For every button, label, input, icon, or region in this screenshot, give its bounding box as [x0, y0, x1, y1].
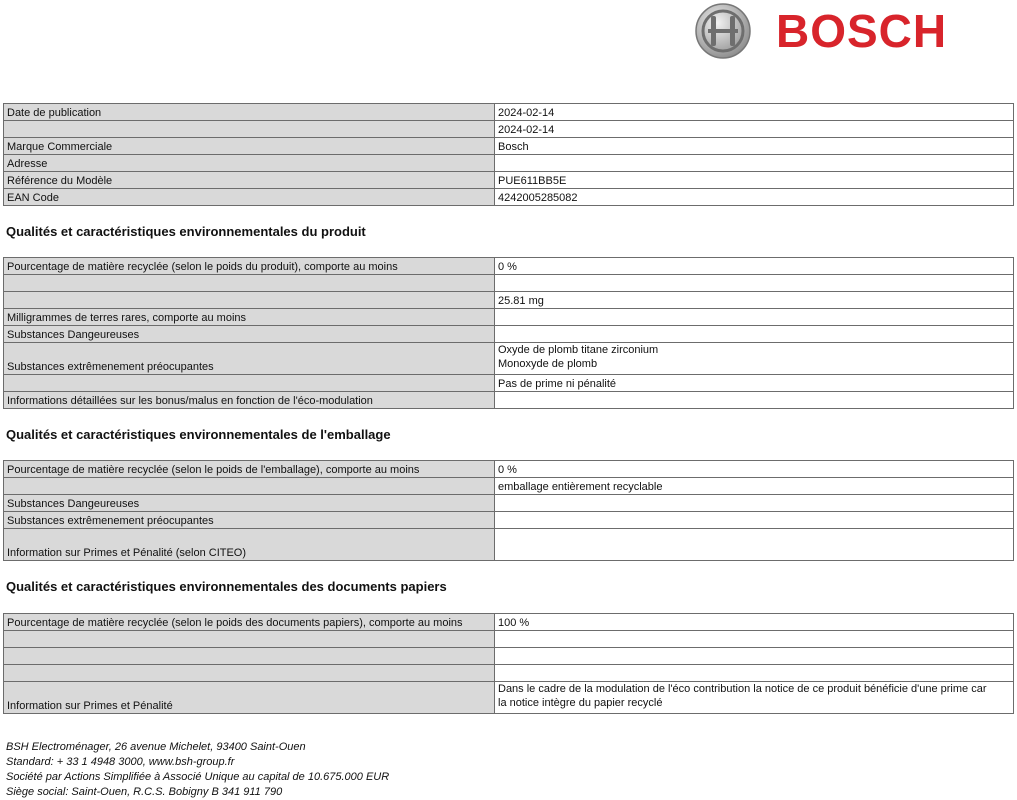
- footer-line: Société par Actions Simplifiée à Associé Unique au capital de 10.675.000 EUR: [6, 771, 390, 783]
- row-value: [495, 529, 1014, 561]
- row-value: [495, 309, 1014, 326]
- row-value: 0 %: [495, 258, 1014, 275]
- table-row: [4, 392, 1014, 409]
- row-label: [4, 648, 495, 665]
- table-row: [4, 258, 1014, 275]
- row-label: Milligrammes de terres rares, comporte au moins: [4, 309, 495, 326]
- row-value: Pas de prime ni pénalité: [495, 375, 1014, 392]
- row-value: [495, 648, 1014, 665]
- table-row: [4, 275, 1014, 292]
- table-row: [4, 648, 1014, 665]
- row-label: [4, 478, 495, 495]
- row-label: Pourcentage de matière recyclée (selon le poids des documents papiers), comporte au moins: [4, 614, 495, 631]
- section-title-product: Qualités et caractéristiques environnementales du produit: [6, 224, 366, 239]
- row-value: 25.81 mg: [495, 292, 1014, 309]
- table-row: [4, 292, 1014, 309]
- table-row: [4, 665, 1014, 682]
- row-value: [495, 275, 1014, 292]
- row-value: 100 %: [495, 614, 1014, 631]
- table-row: [4, 343, 1014, 375]
- table-row: [4, 682, 1014, 714]
- row-value: [495, 512, 1014, 529]
- row-label: Substances extrêmenement préocupantes: [4, 343, 495, 375]
- table-row: [4, 121, 1014, 138]
- row-value: 0 %: [495, 461, 1014, 478]
- footer-line: BSH Electroménager, 26 avenue Michelet, 93400 Saint-Ouen: [6, 741, 306, 753]
- table-row: [4, 478, 1014, 495]
- brand-wordmark: BOSCH: [776, 5, 948, 57]
- row-label: Adresse: [4, 155, 495, 172]
- table-row: [4, 495, 1014, 512]
- table-row: [4, 309, 1014, 326]
- value-line: la notice intègre du papier recyclé: [498, 697, 663, 709]
- row-label: Substances Dangeureuses: [4, 326, 495, 343]
- row-label: Date de publication: [4, 104, 495, 121]
- row-label: Référence du Modèle: [4, 172, 495, 189]
- row-value: [495, 631, 1014, 648]
- value-line: Monoxyde de plomb: [498, 358, 598, 370]
- bosch-logo: [694, 2, 947, 60]
- table-row: [4, 614, 1014, 631]
- section-title-packaging: Qualités et caractéristiques environnementales de l'emballage: [6, 427, 391, 442]
- identity-table: [3, 103, 1014, 206]
- row-value: 2024-02-14: [495, 104, 1014, 121]
- footer-line: Standard: + 33 1 4948 3000, www.bsh-group.fr: [6, 756, 235, 768]
- bosch-armature-icon: [694, 2, 752, 60]
- table-row: [4, 189, 1014, 206]
- row-value: Bosch: [495, 138, 1014, 155]
- row-label: Substances extrêmenement préocupantes: [4, 512, 495, 529]
- packaging-table: [3, 460, 1014, 561]
- product-table: [3, 257, 1014, 409]
- row-value-multiline: [495, 682, 1014, 714]
- value-line: Dans le cadre de la modulation de l'éco contribution la notice de ce produit bénéficie d'une prime car: [498, 683, 987, 695]
- row-label: [4, 665, 495, 682]
- row-label: [4, 292, 495, 309]
- row-value: [495, 326, 1014, 343]
- row-value: [495, 392, 1014, 409]
- row-value: [495, 155, 1014, 172]
- table-row: [4, 529, 1014, 561]
- table-row: [4, 326, 1014, 343]
- row-label: EAN Code: [4, 189, 495, 206]
- table-row: [4, 155, 1014, 172]
- papers-table: [3, 613, 1014, 714]
- table-row: [4, 375, 1014, 392]
- table-row: [4, 172, 1014, 189]
- row-label: Information sur Primes et Pénalité (selon CITEO): [4, 529, 495, 561]
- table-row: [4, 461, 1014, 478]
- footer-line: Siège social: Saint-Ouen, R.C.S. Bobigny B 341 911 790: [6, 786, 283, 798]
- row-label: Information sur Primes et Pénalité: [4, 682, 495, 714]
- table-row: [4, 104, 1014, 121]
- row-label: Substances Dangeureuses: [4, 495, 495, 512]
- value-line: Oxyde de plomb titane zirconium: [498, 344, 659, 356]
- row-value-multiline: [495, 343, 1014, 375]
- row-value: PUE611BB5E: [495, 172, 1014, 189]
- table-row: [4, 512, 1014, 529]
- row-label: [4, 631, 495, 648]
- row-label: Pourcentage de matière recyclée (selon le poids de l'emballage), comporte au moins: [4, 461, 495, 478]
- row-value: [495, 665, 1014, 682]
- row-label: Pourcentage de matière recyclée (selon le poids du produit), comporte au moins: [4, 258, 495, 275]
- table-row: [4, 631, 1014, 648]
- table-row: [4, 138, 1014, 155]
- row-value: emballage entièrement recyclable: [495, 478, 1014, 495]
- row-label: [4, 275, 495, 292]
- row-value: [495, 495, 1014, 512]
- row-label: [4, 121, 495, 138]
- row-label: [4, 375, 495, 392]
- section-title-papers: Qualités et caractéristiques environnementales des documents papiers: [6, 579, 447, 594]
- row-label: Marque Commerciale: [4, 138, 495, 155]
- row-value: 2024-02-14: [495, 121, 1014, 138]
- row-value: 4242005285082: [495, 189, 1014, 206]
- row-label: Informations détaillées sur les bonus/malus en fonction de l'éco-modulation: [4, 392, 495, 409]
- company-footer: [6, 740, 389, 800]
